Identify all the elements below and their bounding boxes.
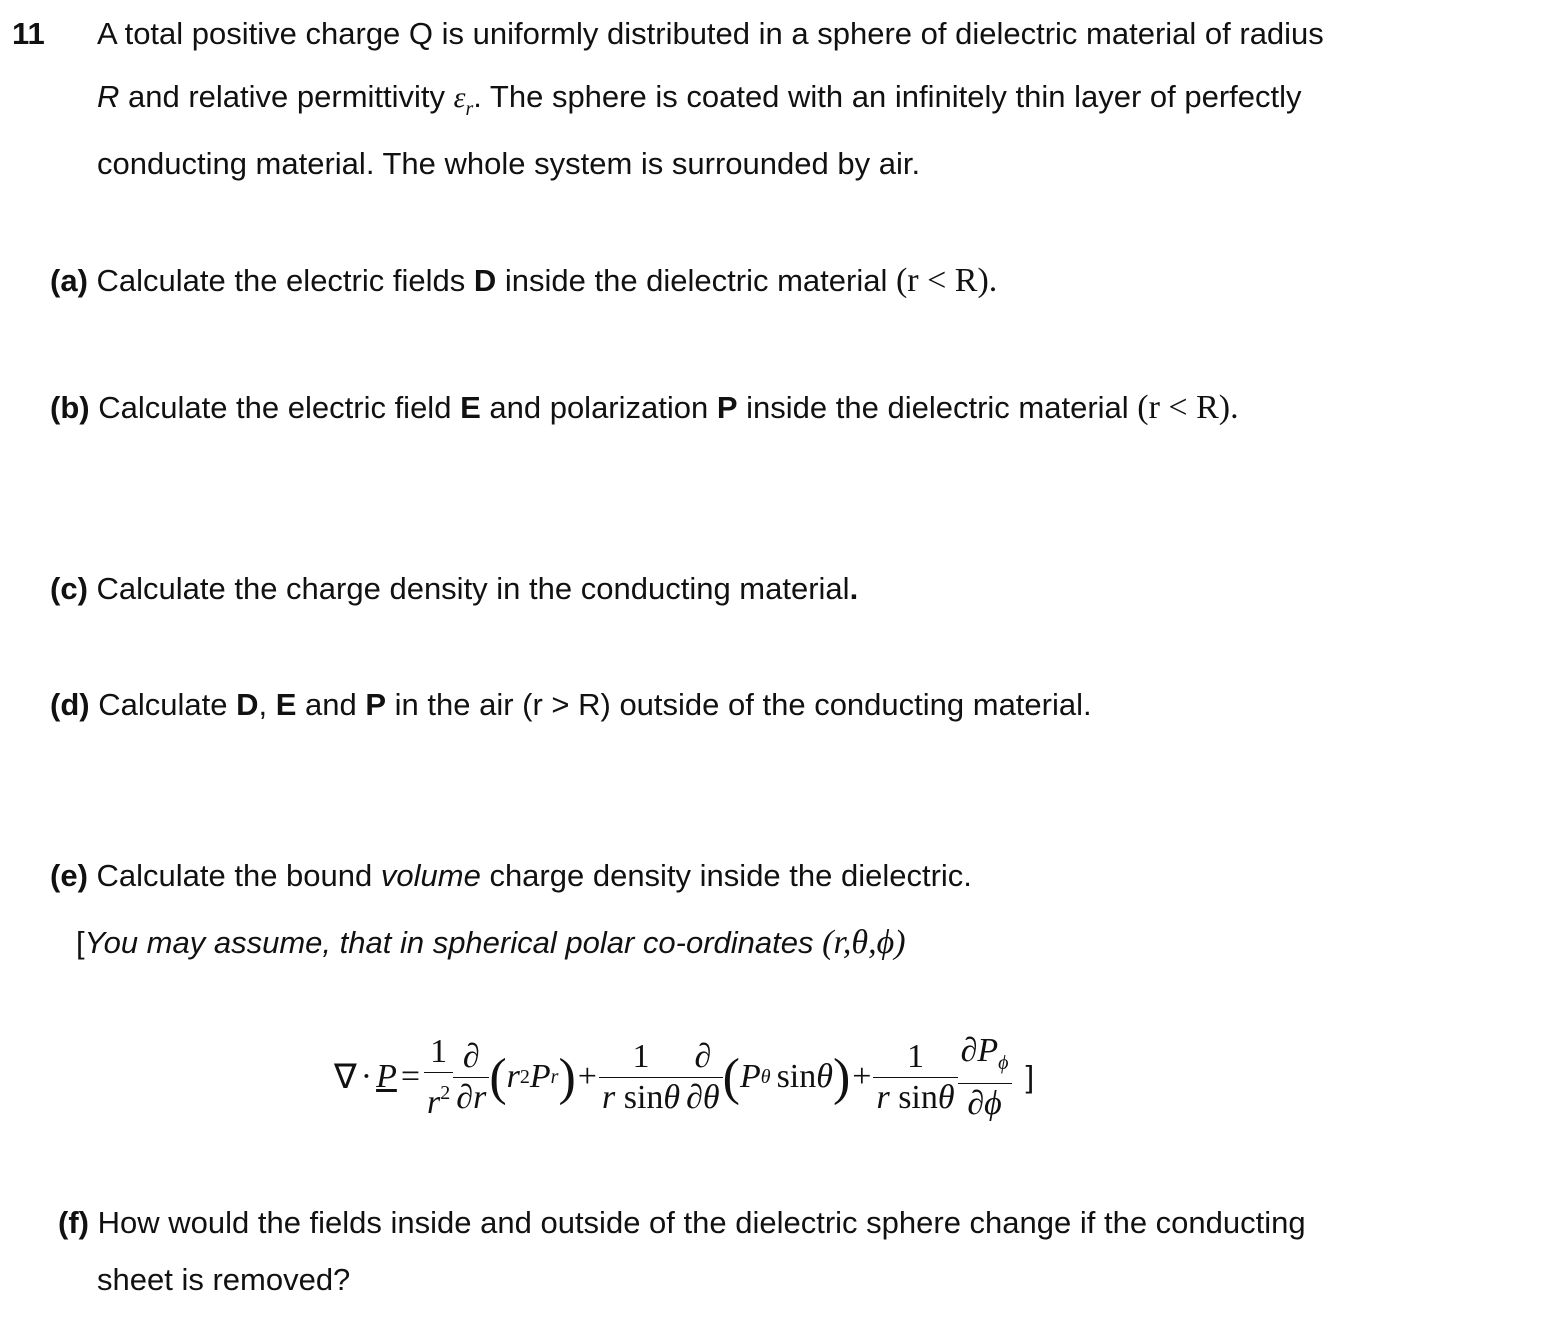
intro-line-2-text-b: . The sphere is coated with an infinitely thin layer of perfectly	[473, 79, 1302, 114]
part-e-hint: [You may assume, that in spherical polar co-ordinates (r,θ,ϕ)	[76, 924, 906, 961]
part-b: (b) Calculate the electric field E and polarization P inside the dielectric material (r < R).	[50, 389, 1239, 426]
hint-close-bracket: ]	[1025, 1059, 1035, 1094]
nabla-symbol: ∇	[334, 1059, 357, 1096]
part-e: (e) Calculate the bound volume charge density inside the dielectric.	[50, 858, 972, 893]
frac-1-over-r-sin-theta: $\frac{1}{\text{r sinθ}}$	[599, 1039, 683, 1116]
question-number: 11	[12, 16, 45, 51]
part-d-label: (d)	[50, 687, 90, 722]
p-field-symbol: P	[716, 390, 738, 425]
part-f-label: (f)	[58, 1205, 89, 1240]
p-vector: P	[376, 1058, 397, 1095]
spherical-coords: (r,θ,ϕ)	[822, 924, 906, 961]
frac-d-dtheta: $\frac{\partial}{\partial\theta}$	[683, 1039, 723, 1116]
d-field-symbol: D	[473, 263, 497, 298]
intro-line-3: conducting material. The whole system is surrounded by air.	[97, 146, 921, 181]
epsilon-symbol: $\varepsilon_r$	[453, 81, 474, 120]
frac-d-dr: $\frac{\partial}{\partial r}$	[453, 1039, 489, 1116]
radius-symbol: R	[97, 79, 120, 114]
part-c: (c) Calculate the charge density in the conducting material.	[50, 571, 859, 606]
part-e-label: (e)	[50, 858, 88, 893]
intro-line-2	[97, 79, 1302, 127]
frac-1-over-r2: $\frac{1}{r^2}$	[424, 1034, 453, 1121]
frac-dP-dphi: $\frac{\partial P_\phi}{\partial\phi}$	[958, 1033, 1012, 1122]
divergence-formula: ∇ · P = $\frac{1}{r^2}$ $\frac{\partial}{\partial r}$ ( r 2 P r ) + $\frac{1}{\text{r sinθ}}$ $\frac{\partial}{\partial\theta}$ ( P θ sin θ ) + $\frac{1}{\text{r sinθ}}$ $\frac{\partial P_\phi}{\partial\phi}$ ]	[334, 1031, 1035, 1122]
part-a-condition: (r < R).	[895, 262, 998, 299]
part-d: (d) Calculate D, E and P in the air (r > R) outside of the conducting material.	[50, 687, 1092, 722]
intro-line-2-text-a: and relative permittivity	[119, 79, 454, 114]
part-a-label: (a)	[50, 263, 88, 298]
part-a: (a) Calculate the electric fields D inside the dielectric material (r < R).	[50, 262, 998, 299]
intro-line-1: A total positive charge Q is uniformly distributed in a sphere of dielectric material of radius	[97, 16, 1324, 51]
part-f-line-2: sheet is removed?	[97, 1262, 351, 1297]
e-field-symbol: E	[460, 390, 481, 425]
part-f: (f) How would the fields inside and outside of the dielectric sphere change if the conducting	[58, 1205, 1306, 1240]
part-b-label: (b)	[50, 390, 90, 425]
frac-1-over-r-sin-theta-2: $\frac{1}{\text{r sinθ}}$	[873, 1039, 957, 1116]
part-b-condition: (r < R).	[1137, 389, 1239, 426]
part-c-label: (c)	[50, 571, 88, 606]
